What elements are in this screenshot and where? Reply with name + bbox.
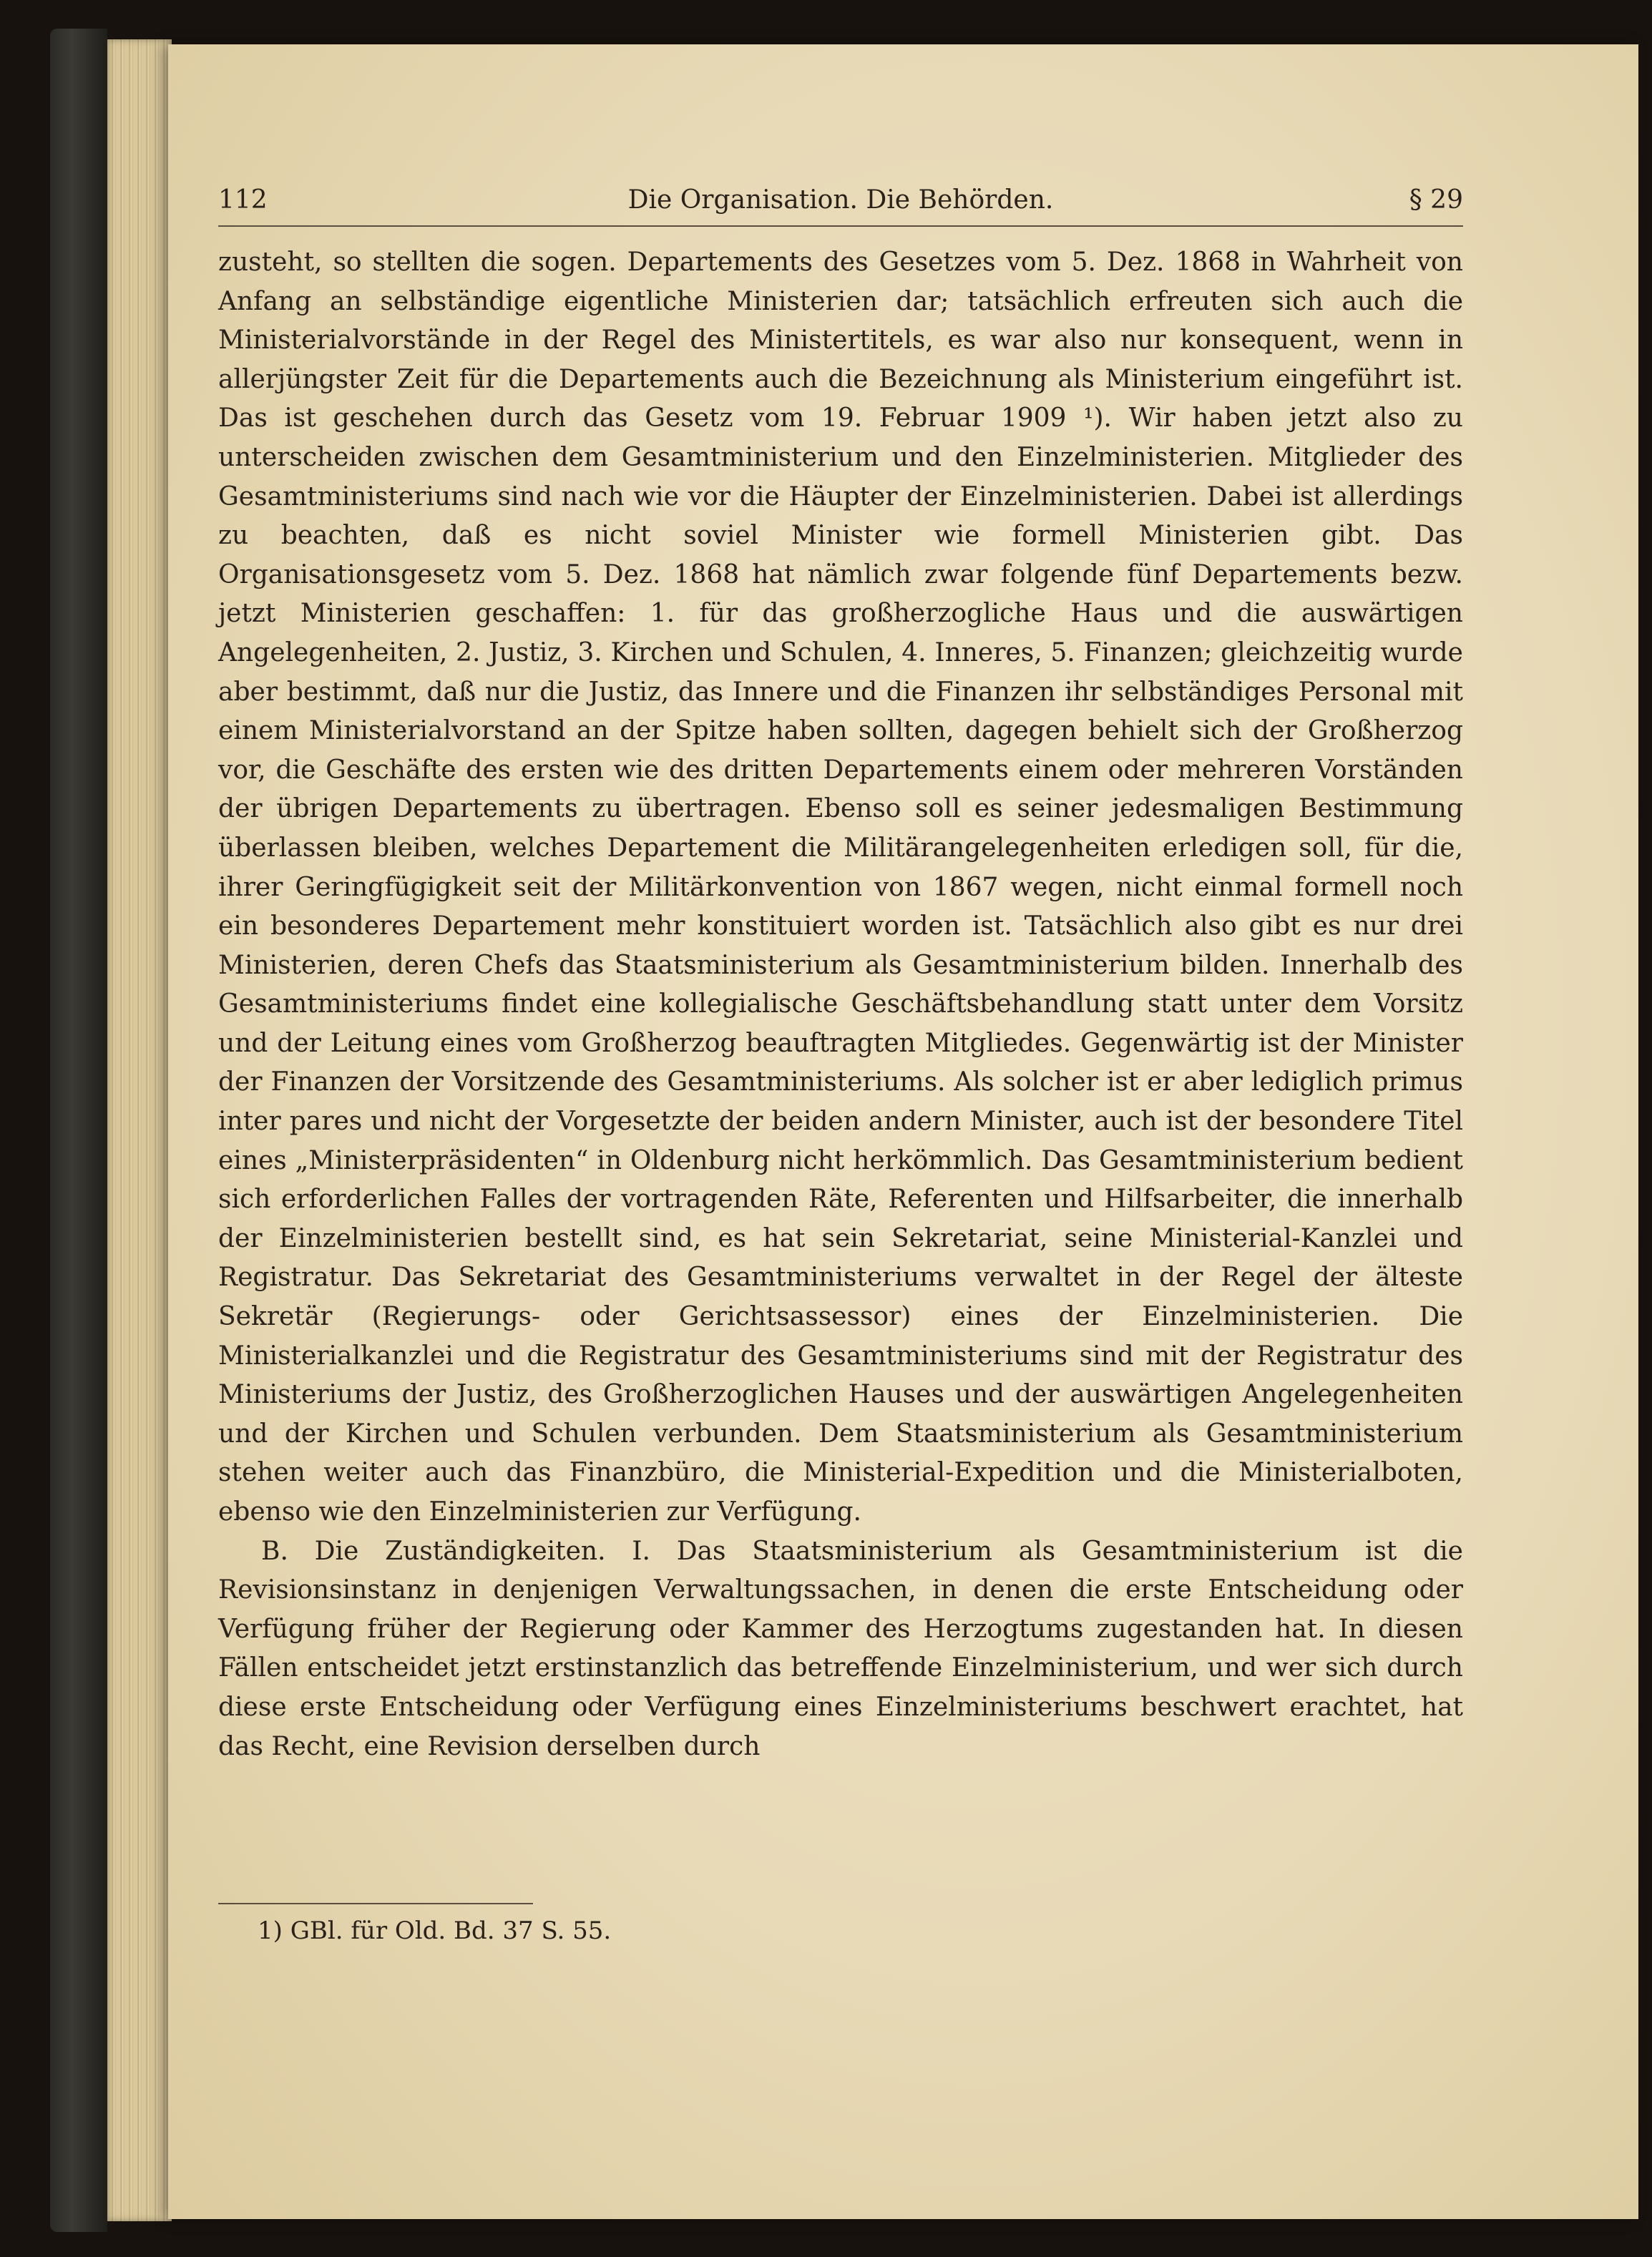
paragraph: B. Die Zuständigkeiten. I. Das Staatsministerium als Gesamtministerium ist die Revisionsinstanz in denjenigen Verwaltungssachen, in denen die erste Entscheidung oder Verfügung früher der Regierung oder Kammer des Herzogtums zugestanden hat. In diesen Fällen entscheidet jetzt erstinstanzlich das betreffende Einzelministerium, und wer sich durch diese erste Entscheidung oder Verfügung eines Einzelministeriums beschwert erachtet, hat das Recht, eine Revision derselben durch (218, 1536, 1463, 1761)
running-header (218, 182, 1463, 227)
footnote: 1) GBl. für Old. Bd. 37 S. 55. (258, 1916, 612, 1945)
footnote-rule (218, 1903, 533, 1904)
section-mark: § 29 (1409, 185, 1463, 215)
book-binding (50, 29, 107, 2232)
body-text (218, 243, 1463, 1766)
page-number: 112 (218, 185, 268, 215)
paragraph: zusteht, so stellten die sogen. Departements des Gesetzes vom 5. Dez. 1868 in Wahrheit von Anfang an selbständige eigentliche Ministerien dar; tatsächlich erfreuten sich auch die Ministerialvorstände in der Regel des Ministertitels, es war also nur konsequent, wenn in allerjüngster Zeit für die Departements auch die Bezeichnung als Ministerium eingeführt ist. Das ist geschehen durch das Gesetz vom 19. Februar 1909 ¹). Wir haben jetzt also zu unterscheiden zwischen dem Gesamtministerium und den Einzelministerien. Mitglieder des Gesamtministeriums sind nach wie vor die Häupter der Einzelministerien. Dabei ist allerdings zu beachten, daß es nicht soviel Minister wie formell Ministerien gibt. Das Organisationsgesetz vom 5. Dez. 1868 hat nämlich zwar folgende fünf Departements bezw. jetzt Ministerien geschaffen: 1. für das großherzogliche Haus und die auswärtigen Angelegenheiten, 2. Justiz, 3. Kirchen und Schulen, 4. Inneres, 5. Finanzen; gleichzeitig wurde aber bestimmt, daß nur die Justiz, das Innere und die Finanzen ihr selbständiges Personal mit einem Ministerialvorstand an der Spitze haben sollten, dagegen behielt sich der Großherzog vor, die Geschäfte des ersten wie des dritten Departements einem oder mehreren Vorständen der übrigen Departements zu übertragen. Ebenso soll es seiner jedesmaligen Bestimmung überlassen bleiben, welches Departement die Militärangelegenheiten erledigen soll, für die, ihrer Geringfügigkeit seit der Militärkonvention von 1867 wegen, nicht einmal formell noch ein besonderes Departement mehr konstituiert worden ist. Tatsächlich also gibt es nur drei Ministerien, deren Chefs das Staatsministerium als Gesamtministerium bilden. Innerhalb des Gesamtministeriums findet eine kollegialische Geschäftsbehandlung statt unter dem Vorsitz und der Leitung eines vom Großherzog beauftragten Mitgliedes. Gegenwärtig ist der Minister der Finanzen der Vorsitzende des Gesamtministeriums. Als solcher ist er aber lediglich primus inter pares und nicht der Vorgesetzte der beiden andern Minister, auch ist der besondere Titel eines „Ministerpräsidenten“ in Oldenburg nicht herkömmlich. Das Gesamtministerium bedient sich erforderlichen Falles der vortragenden Räte, Referenten und Hilfsarbeiter, die innerhalb der Einzelministerien bestellt sind, es hat sein Sekretariat, seine Ministerial-Kanzlei und Registratur. Das Sekretariat des Gesamtministeriums verwaltet in der Regel der älteste Sekretär (Regierungs- oder Gerichtsassessor) eines der Einzelministerien. Die Ministerialkanzlei und die Registratur des Gesamtministeriums sind mit der Registratur des Ministeriums der Justiz, des Großherzoglichen Hauses und der auswärtigen Angelegenheiten und der Kirchen und Schulen verbunden. Dem Staatsministerium als Gesamtministerium stehen weiter auch das Finanzbüro, die Ministerial-Expedition und die Ministerialboten, ebenso wie den Einzelministerien zur Verfügung. (218, 248, 1463, 1527)
running-title: Die Organisation. Die Behörden. (627, 185, 1054, 215)
page-edges (107, 39, 172, 2221)
